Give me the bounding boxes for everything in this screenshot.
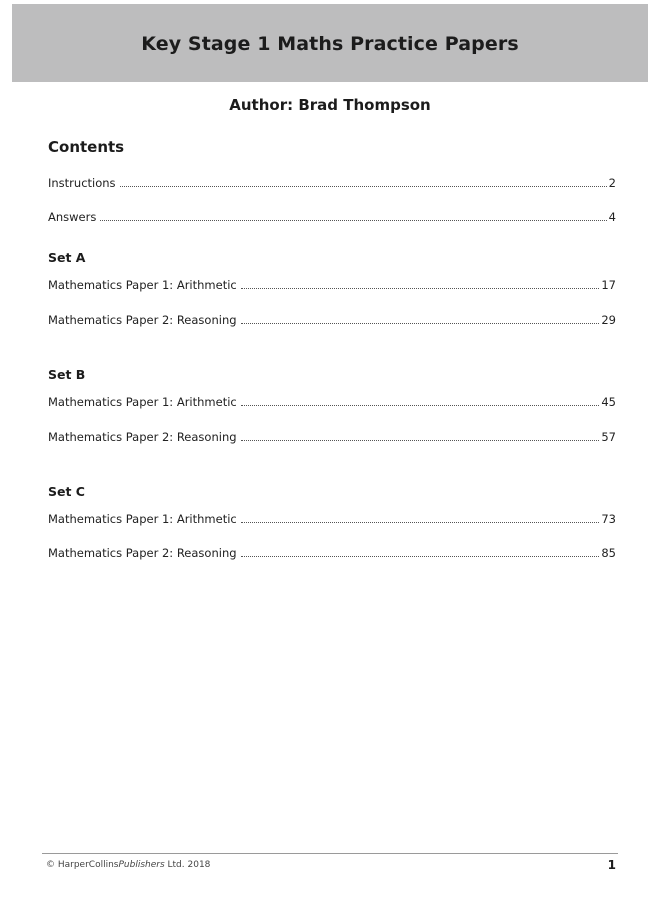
toc-entry-label: Mathematics Paper 1: Arithmetic bbox=[48, 512, 237, 526]
toc-entry-label: Instructions bbox=[48, 176, 116, 190]
toc-entry-set-a-paper-1 bbox=[48, 278, 616, 292]
set-a-heading: Set A bbox=[48, 250, 86, 265]
toc-leader-dots bbox=[241, 440, 600, 441]
toc-entry-page: 2 bbox=[608, 176, 616, 190]
toc-leader-dots bbox=[241, 522, 600, 523]
toc-leader-dots bbox=[241, 288, 600, 289]
toc-entry-set-c-paper-2 bbox=[48, 546, 616, 560]
author-line: Author: Brad Thompson bbox=[229, 96, 431, 114]
toc-entry-set-b-paper-2 bbox=[48, 430, 616, 444]
toc-entry-label: Mathematics Paper 2: Reasoning bbox=[48, 430, 237, 444]
toc-entry-page: 73 bbox=[601, 512, 616, 526]
toc-entry-set-a-paper-2 bbox=[48, 313, 616, 327]
toc-leader-dots bbox=[241, 556, 600, 557]
contents-heading: Contents bbox=[48, 138, 125, 156]
toc-leader-dots bbox=[241, 323, 600, 324]
copyright-prefix: © HarperCollins bbox=[46, 860, 119, 870]
toc-entry-label: Mathematics Paper 2: Reasoning bbox=[48, 546, 237, 560]
toc-leader-dots bbox=[241, 405, 600, 406]
toc-entry-page: 85 bbox=[601, 546, 616, 560]
toc-entry-label: Mathematics Paper 1: Arithmetic bbox=[48, 278, 237, 292]
set-c-heading: Set C bbox=[48, 484, 85, 499]
toc-entry-label: Answers bbox=[48, 210, 97, 224]
footer-divider bbox=[42, 853, 618, 854]
footer-copyright bbox=[46, 860, 210, 870]
toc-entry-page: 4 bbox=[608, 210, 616, 224]
page-title: Key Stage 1 Maths Practice Papers bbox=[141, 33, 519, 55]
toc-entry-label: Mathematics Paper 2: Reasoning bbox=[48, 313, 237, 327]
toc-entry-instructions bbox=[48, 176, 616, 190]
toc-entry-page: 45 bbox=[601, 395, 616, 409]
toc-leader-dots bbox=[100, 220, 606, 221]
toc-entry-label: Mathematics Paper 1: Arithmetic bbox=[48, 395, 237, 409]
set-b-heading: Set B bbox=[48, 367, 86, 382]
toc-entry-set-c-paper-1 bbox=[48, 512, 616, 526]
toc-entry-page: 17 bbox=[601, 278, 616, 292]
toc-leader-dots bbox=[120, 186, 607, 187]
toc-entry-page: 57 bbox=[601, 430, 616, 444]
toc-entry-page: 29 bbox=[601, 313, 616, 327]
copyright-publishers: Publishers bbox=[118, 860, 165, 870]
footer-page-number: 1 bbox=[607, 858, 616, 872]
toc-entry-set-b-paper-1 bbox=[48, 395, 616, 409]
toc-entry-answers bbox=[48, 210, 616, 224]
header-band bbox=[12, 4, 648, 82]
copyright-suffix: Ltd. 2018 bbox=[164, 860, 211, 870]
